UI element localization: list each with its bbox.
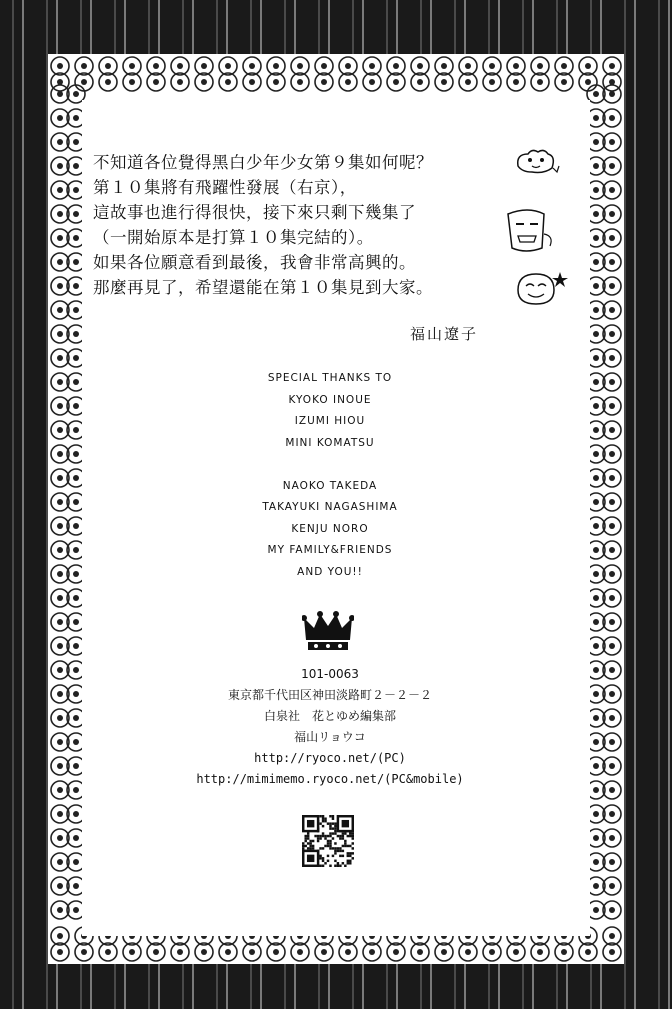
qr-code: [302, 815, 354, 867]
doodle-face-icon: [510, 144, 560, 178]
note-line: 不知道各位覺得黑白少年少女第９集如何呢？: [93, 153, 433, 172]
crown-icon: [302, 610, 354, 654]
author-name: 福山リョウコ: [294, 730, 366, 744]
credit-spacer: [180, 454, 480, 476]
special-thanks-list: [180, 368, 480, 583]
credit-line: SPECIAL THANKS TO: [267, 372, 393, 384]
credit-line: IZUMI HIOU: [294, 415, 366, 427]
postal-code: 101-0063: [301, 667, 359, 681]
publisher-dept: 白泉社 花とゆめ編集部: [263, 709, 396, 723]
author-note: [93, 150, 533, 300]
note-line: 如果各位願意看到最後，我會非常高興的。: [93, 253, 416, 272]
doodle-face-icon: [498, 204, 558, 256]
note-line: 那麼再見了，希望還能在第１０集見到大家。: [93, 278, 433, 297]
credit-line: KENJU NORO: [291, 522, 369, 535]
note-line: 第１０集將有飛躍性發展（右京），: [93, 178, 357, 197]
doodle-face-icon: [512, 266, 570, 310]
credit-line: MINI KOMATSU: [285, 436, 375, 449]
credit-line: KYOKO INOUE: [288, 393, 372, 406]
credit-line: NAOKO TAKEDA: [282, 479, 378, 492]
note-line: （一開始原本是打算１０集完結的）。: [93, 228, 374, 247]
credit-line: AND YOU!!: [297, 565, 363, 578]
fan-mail-address: [180, 664, 480, 790]
credit-line: MY FAMILY&FRIENDS: [267, 544, 393, 556]
author-signature: 福山遼子: [410, 325, 479, 343]
website-link-mobile[interactable]: http://mimimemo.ryoco.net/(PC&mobile): [196, 772, 464, 786]
note-line: 這故事也進行得很快，接下來只剩下幾集了: [93, 203, 416, 222]
website-link-pc[interactable]: http://ryoco.net/(PC): [254, 751, 406, 765]
street-address: 東京都千代田区神田淡路町２－２－２: [227, 688, 432, 702]
credit-line: TAKAYUKI NAGASHIMA: [262, 501, 398, 513]
